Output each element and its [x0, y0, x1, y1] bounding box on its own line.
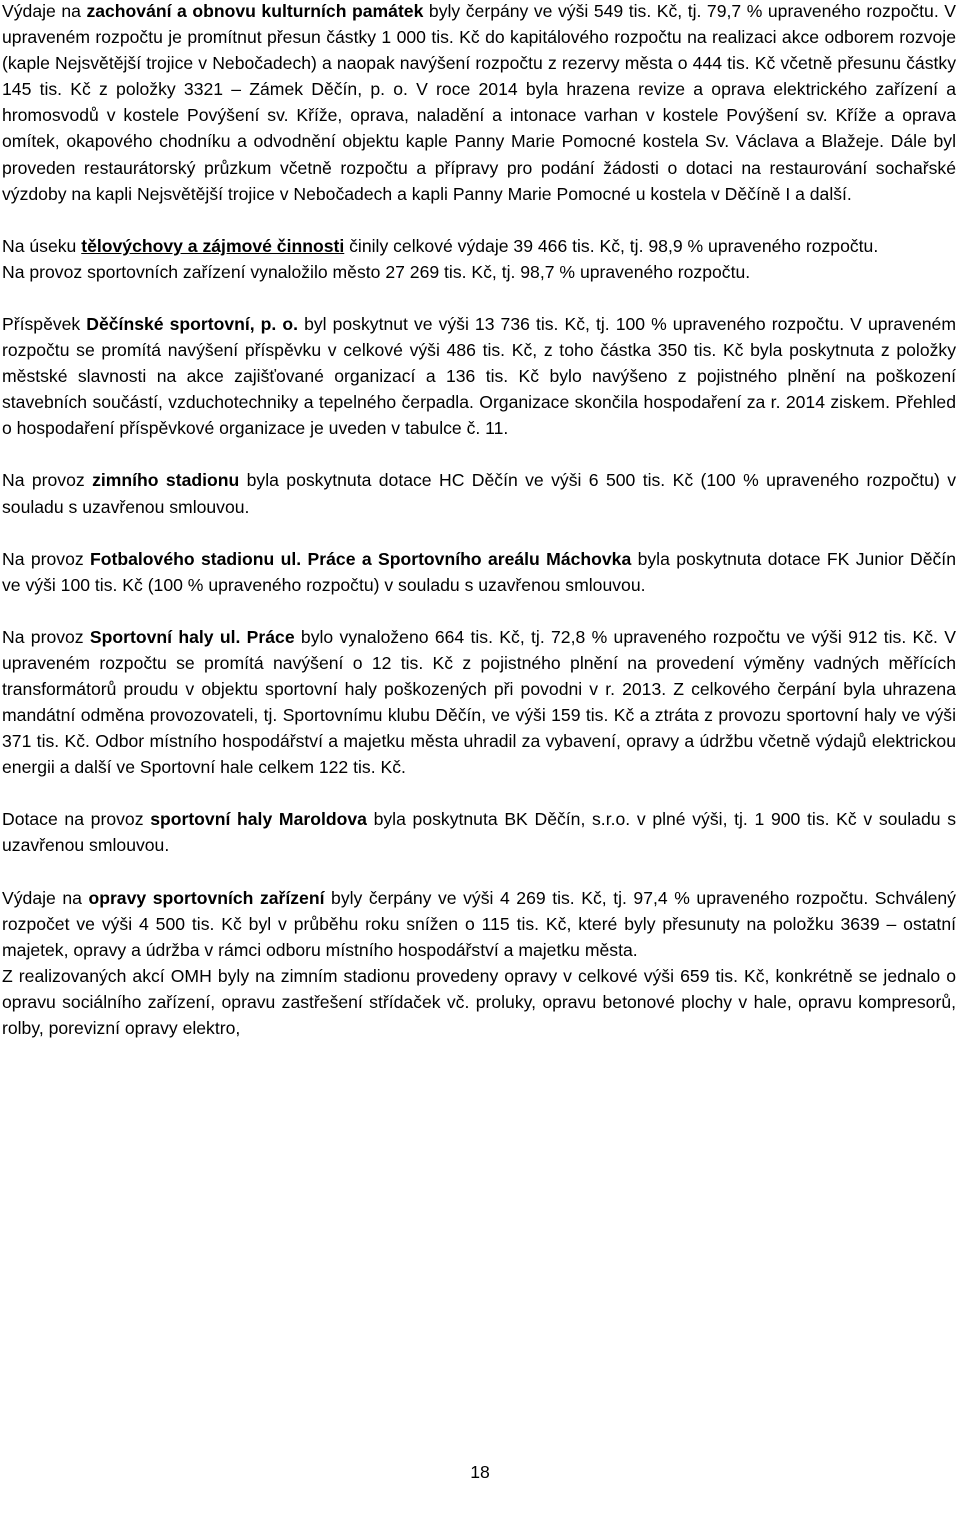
paragraph-text: Na provoz	[2, 470, 93, 491]
paragraph-text: Příspěvek	[2, 313, 87, 334]
paragraph-text: Na provoz sportovních zařízení vynaložilo město 27 269 tis. Kč, tj. 98,7 % upraveného rozpočtu.	[2, 261, 751, 282]
paragraph	[2, 963, 956, 1041]
paragraph	[2, 546, 956, 598]
paragraph	[2, 624, 956, 781]
paragraph-text: bylo vynaloženo 664 tis. Kč, tj. 72,8 % upraveného rozpočtu ve výši 912 tis. Kč. V upraveném rozpočtu se promítá navýšení o 12 tis. Kč z pojistného plnění na provedení výměny vadných měřících transformátorů proudu v objektu sportovní haly poškozených při povodni v r. 2013. Z celkového čerpání byla uhrazena mandátní odměna provozovateli, tj. Sportovnímu klubu Děčín, ve výši 159 tis. Kč a ztráta z provozu sportovní haly ve výši 371 tis. Kč. Odbor místního hospodářství a majetku města uhradil za vybavení, opravy a údržbu včetně výdajů elektrickou energii a další ve Sportovní hale celkem 122 tis. Kč.	[2, 626, 956, 778]
paragraph-text: byl poskytnut ve výši 13 736 tis. Kč, tj. 100 % upraveného rozpočtu. V upraveném rozpočtu se promítá navýšení příspěvku v celkové výši 486 tis. Kč, z toho částka 350 tis. Kč byla poskytnuta z položky městské slavnosti na akce zajišťované organizací a 136 tis. Kč bylo navýšeno z pojistného plnění na poškození stavebních součástí, vzduchotechniky a tepelného čerpadla. Organizace skončila hospodaření za r. 2014 ziskem. Přehled o hospodaření příspěvkové organizace je uveden v tabulce č. 11.	[2, 313, 956, 439]
emphasized-text: tělovýchovy a zájmové činnosti	[81, 235, 345, 256]
page-number: 18	[470, 1462, 490, 1482]
paragraph-text: byla poskytnuta dotace FK Junior Děčín ve výši 100 tis. Kč (100 % upraveného rozpočtu) v souladu s uzavřenou smlouvou.	[2, 548, 956, 595]
paragraph-text: Výdaje na	[2, 1, 87, 21]
emphasized-text: zachování a obnovu kulturních památek	[86, 1, 424, 21]
emphasized-text: opravy sportovních zařízení	[88, 887, 325, 908]
paragraph-text: činily celkové výdaje 39 466 tis. Kč, tj. 98,9 % upraveného rozpočtu.	[344, 235, 879, 256]
paragraph	[2, 885, 956, 963]
emphasized-text: Sportovní haly ul. Práce	[89, 626, 295, 647]
emphasized-text: Fotbalového stadionu ul. Práce a Sportovního areálu Máchovka	[90, 548, 632, 569]
paragraph	[2, 311, 956, 441]
paragraph-text: byly čerpány ve výši 549 tis. Kč, tj. 79,7 % upraveného rozpočtu. V upraveném rozpočtu je promítnut přesun částky 1 000 tis. Kč do kapitálového rozpočtu na realizaci akce odborem rozvoje (kaple Nejsvětější trojice v Nebočadech) a naopak navýšení rozpočtu z rezervy města o 444 tis. Kč včetně přesunu částky 145 tis. Kč z položky 3321 – Zámek Děčín, p. o. V roce 2014 byla hrazena revize a oprava elektrického zařízení a hromosvodů v kostele Povýšení sv. Kříže, oprava, naladění a intonace varhan v kostele Povýšení sv. Kříže a oprava omítek, okapového chodníku a odvodnění objektu kaple Panny Marie Pomocné kostela Sv. Václava a Blažeje. Dále byl proveden restaurátorský průzkum včetně rozpočtu a přípravy pro podání žádosti o dotaci na restaurování sochařské výzdoby na kapli Nejsvětější trojice v Nebočadech a kapli Panny Marie Pomocné u kostela v Děčíně I a další.	[2, 1, 956, 204]
emphasized-text: sportovní haly Maroldova	[150, 809, 367, 830]
emphasized-text: zimního stadionu	[92, 470, 240, 491]
paragraph-text: byla poskytnuta dotace HC Děčín ve výši 6 500 tis. Kč (100 % upraveného rozpočtu) v souladu s uzavřenou smlouvou.	[2, 470, 956, 517]
document-body	[2, 0, 956, 1041]
paragraph-text: Výdaje na	[2, 887, 89, 908]
paragraph	[2, 467, 956, 519]
paragraph-text: Na provoz	[2, 548, 91, 569]
paragraph	[2, 259, 956, 285]
paragraph-text: byly čerpány ve výši 4 269 tis. Kč, tj. 97,4 % upraveného rozpočtu. Schválený rozpočet ve výši 4 500 tis. Kč byl v průběhu roku snížen o 115 tis. Kč, které byly přesunuty na položku 3639 – ostatní majetek, opravy a údržba v rámci odboru místního hospodářství a majetku města.	[2, 887, 956, 960]
paragraph-text: Na provoz	[2, 626, 90, 647]
paragraph-text: byla poskytnuta BK Děčín, s.r.o. v plné výši, tj. 1 900 tis. Kč v souladu s uzavřenou smlouvou.	[2, 809, 956, 856]
paragraph-text: Na úseku	[2, 235, 82, 256]
paragraph	[2, 233, 956, 259]
paragraph	[2, 806, 956, 858]
paragraph-text: Dotace na provoz	[2, 809, 151, 830]
paragraph	[2, 0, 956, 207]
emphasized-text: Děčínské sportovní, p. o.	[86, 313, 299, 334]
paragraph-text: Z realizovaných akcí OMH byly na zimním stadionu provedeny opravy v celkové výši 659 tis. Kč, konkrétně se jednalo o opravu sociálního zařízení, opravu zastřešení střídaček vč. proluky, opravu betonové plochy v hale, opravu kompresorů, rolby, porevizní opravy elektro,	[2, 965, 956, 1038]
